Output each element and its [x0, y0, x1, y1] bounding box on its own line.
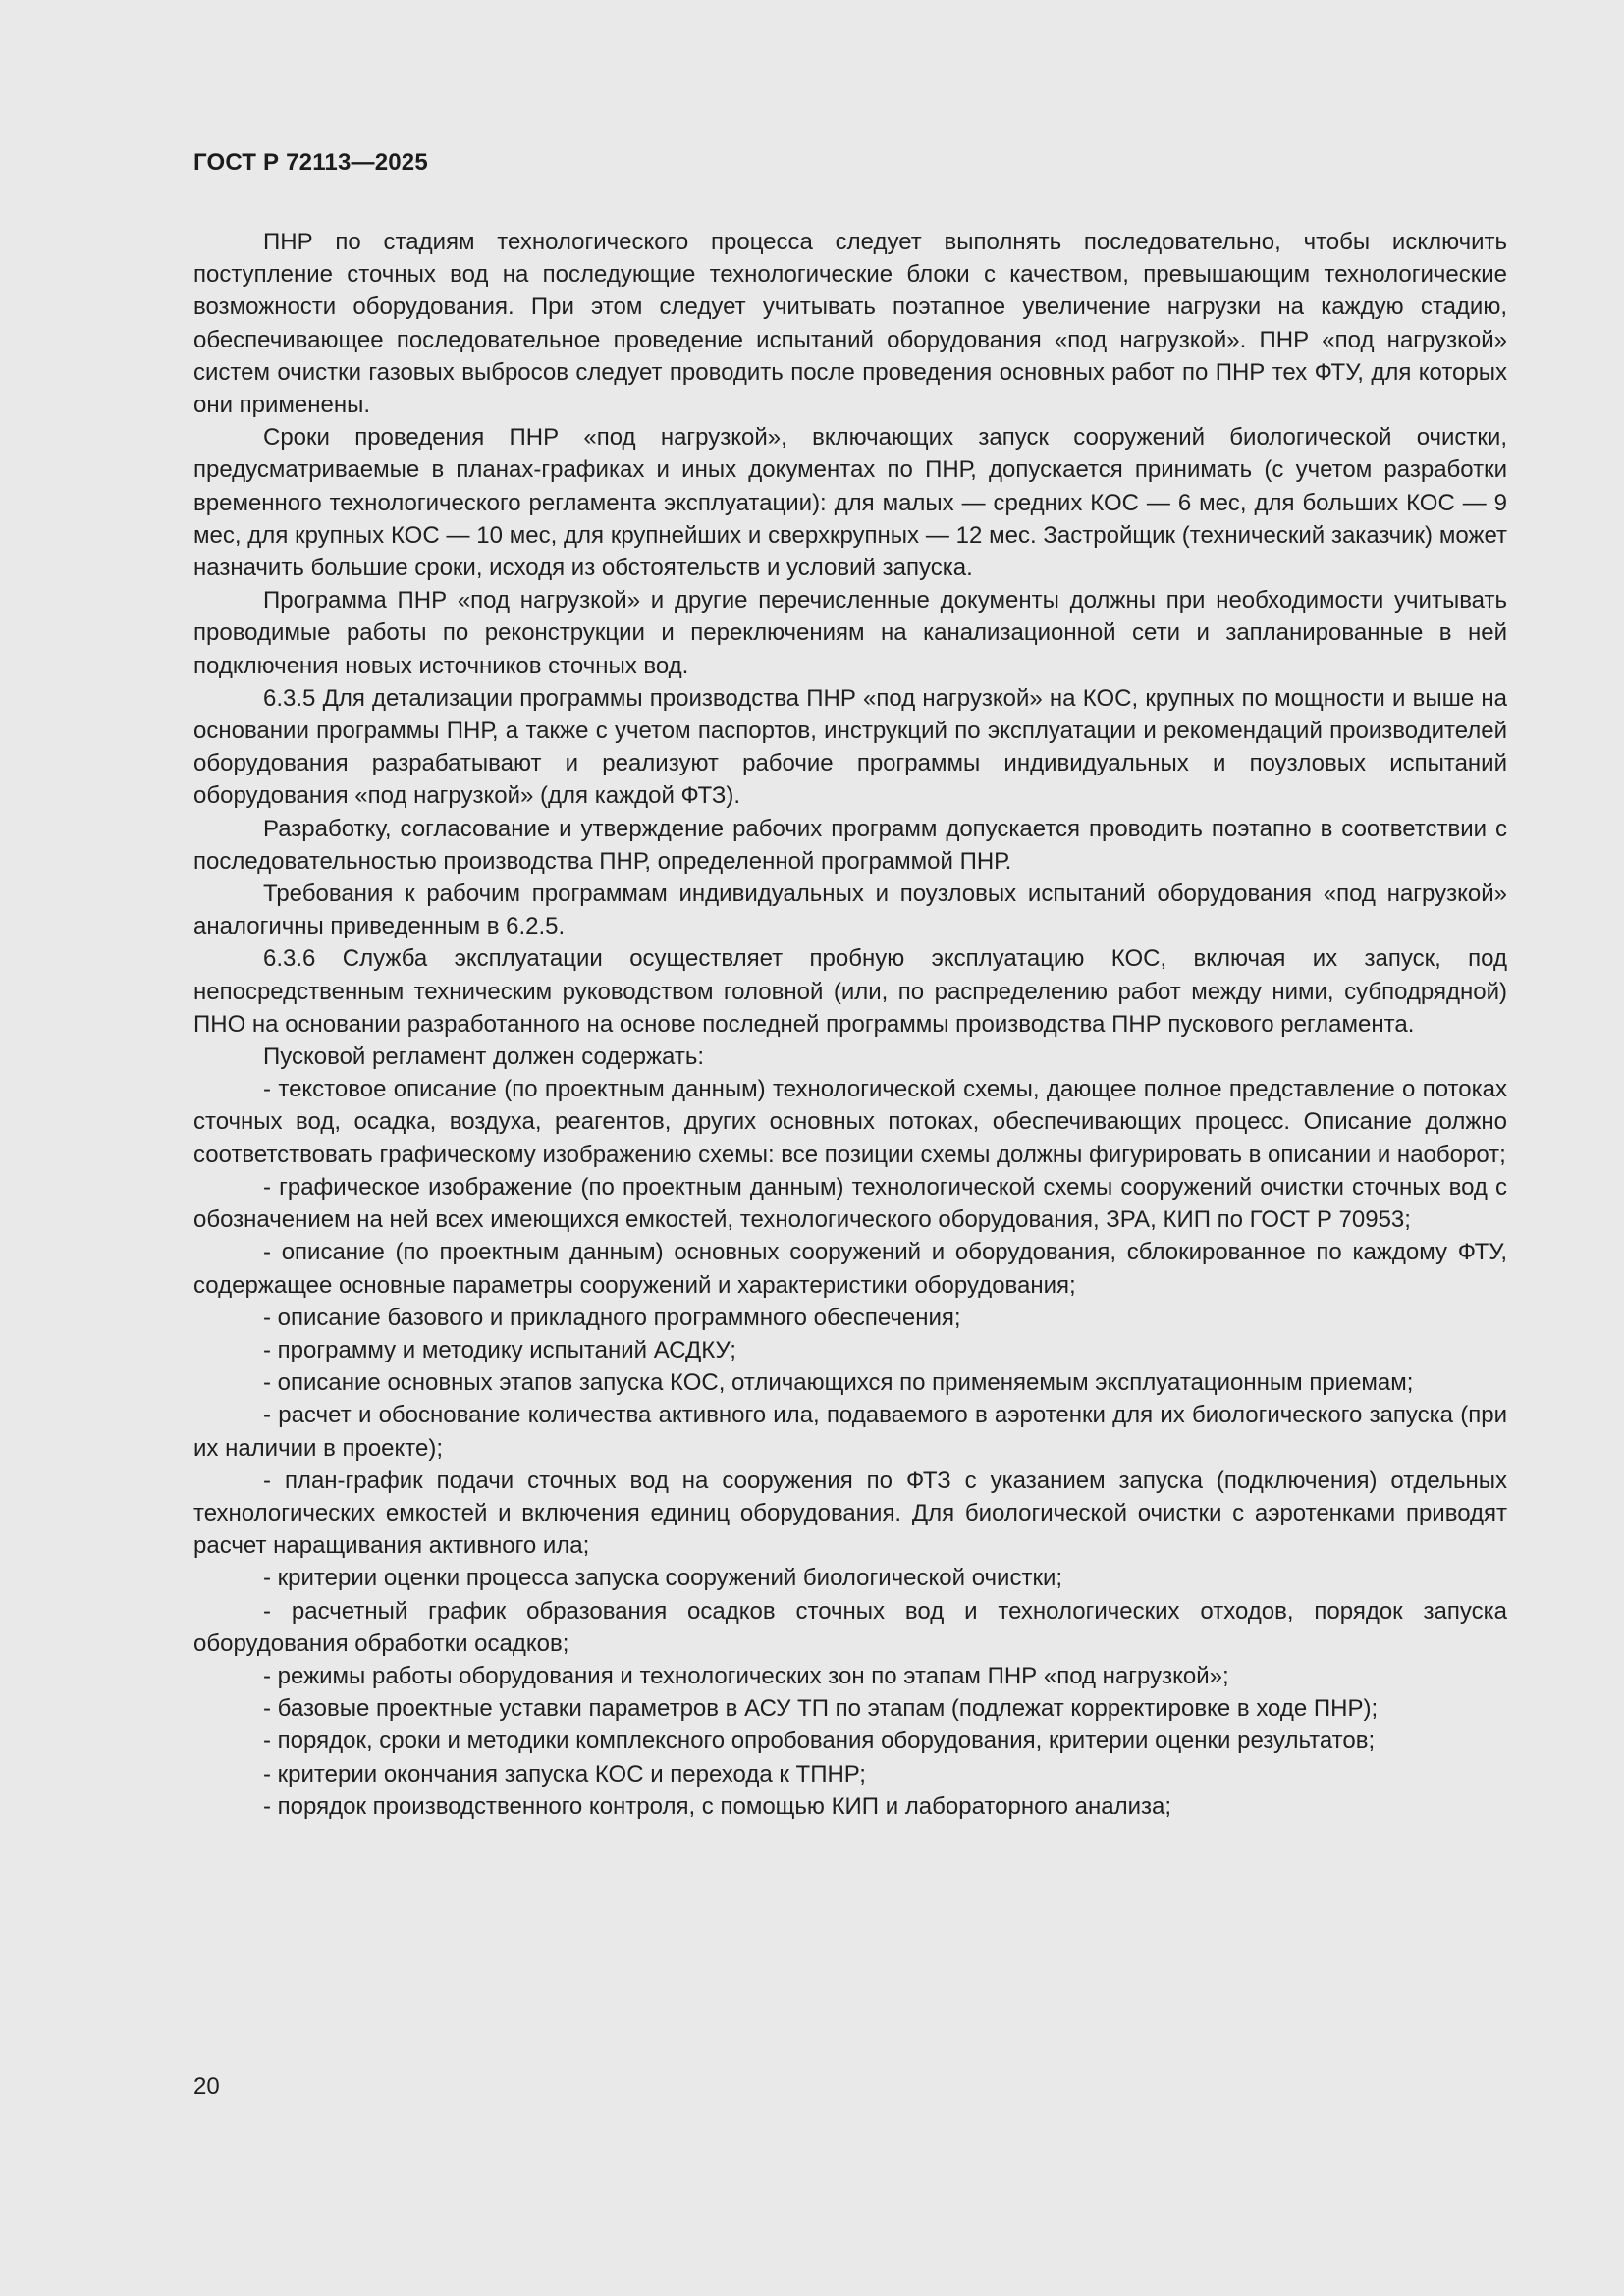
paragraph: 6.3.6 Служба эксплуатации осуществляет пробную эксплуатацию КОС, включая их запуск, под непосредственным техническим руководством головной (или, по распределению работ между ними, субподрядной) ПНО на основании разработанного на основе последней программы производства ПНР пускового регламента.	[193, 945, 1507, 1038]
list-item: - описание (по проектным данным) основных сооружений и оборудования, сблокированное по каждому ФТУ, содержащее основные параметры сооружений и характеристики оборудования;	[193, 1236, 1507, 1301]
paragraph: Сроки проведения ПНР «под нагрузкой», включающих запуск сооружений биологической очистки, предусматриваемые в планах-графиках и иных документах по ПНР, допускается принимать (с учетом разработки временного технологического регламента эксплуатации): для малых — средних КОС — 6 мес, для больших КОС — 9 мес, для крупных КОС — 10 мес, для крупнейших и сверхкрупных — 12 мес. Застройщик (технический заказчик) может назначить большие сроки, исходя из обстоятельств и условий запуска.	[193, 424, 1507, 582]
page-number: 20	[193, 2073, 220, 2100]
list-item: - программу и методику испытаний АСДКУ;	[193, 1334, 1507, 1366]
list-item: - критерии оценки процесса запуска сооружений биологической очистки;	[193, 1562, 1507, 1594]
paragraph: Разработку, согласование и утверждение рабочих программ допускается проводить поэтапно в соответствии с последовательностью производства ПНР, определенной программой ПНР.	[193, 815, 1507, 875]
paragraph: Пусковой регламент должен содержать:	[263, 1043, 705, 1071]
list-item: - порядок, сроки и методики комплексного опробования оборудования, критерии оценки результатов;	[193, 1725, 1507, 1757]
list-item: - графическое изображение (по проектным данным) технологической схемы сооружений очистки сточных вод с обозначением на ней всех имеющихся емкостей, технологического оборудования, ЗРА, КИП по ГОСТ Р 70953;	[193, 1171, 1507, 1236]
paragraph: Программа ПНР «под нагрузкой» и другие перечисленные документы должны при необходимости учитывать проводимые работы по реконструкции и переключениям на канализационной сети и запланированные в ней подключения новых источников сточных вод.	[193, 587, 1507, 679]
document-header: ГОСТ Р 72113—2025	[193, 149, 428, 176]
paragraph: 6.3.5 Для детализации программы производства ПНР «под нагрузкой» на КОС, крупных по мощности и выше на основании программы ПНР, а также с учетом паспортов, инструкций по эксплуатации и рекомендаций производителей оборудования разрабатывают и реализуют рабочие программы индивидуальных и поузловых испытаний оборудования «под нагрузкой» (для каждой ФТЗ).	[193, 684, 1507, 810]
list-item: - расчет и обоснование количества активного ила, подаваемого в аэротенки для их биологического запуска (при их наличии в проекте);	[193, 1399, 1507, 1464]
list-item: - расчетный график образования осадков сточных вод и технологических отходов, порядок запуска оборудования обработки осадков;	[193, 1595, 1507, 1660]
list-item: - план-график подачи сточных вод на сооружения по ФТЗ с указанием запуска (подключения) отдельных технологических емкостей и включения единиц оборудования. Для биологической очистки с аэротенками приводят расчет наращивания активного ила;	[193, 1465, 1507, 1563]
list-item: - порядок производственного контроля, с помощью КИП и лабораторного анализа;	[193, 1790, 1507, 1823]
list-item: - режимы работы оборудования и технологических зон по этапам ПНР «под нагрузкой»;	[193, 1660, 1507, 1692]
list-item: - критерии окончания запуска КОС и перехода к ТПНР;	[193, 1758, 1507, 1790]
list-item: - базовые проектные уставки параметров в АСУ ТП по этапам (подлежат корректировке в ходе ПНР);	[193, 1692, 1507, 1725]
document-body	[193, 226, 1507, 1823]
list-item: - текстовое описание (по проектным данным) технологической схемы, дающее полное представление о потоках сточных вод, осадка, воздуха, реагентов, других основных потоках, обеспечивающих процесс. Описание должно соответствовать графическому изображению схемы: все позиции схемы должны фигурировать в описании и наоборот;	[193, 1073, 1507, 1171]
list-item: - описание базового и прикладного программного обеспечения;	[193, 1302, 1507, 1334]
paragraph: Требования к рабочим программам индивидуальных и поузловых испытаний оборудования «под нагрузкой» аналогичны приведенным в 6.2.5.	[193, 881, 1507, 940]
list-item: - описание основных этапов запуска КОС, отличающихся по применяемым эксплуатационным приемам;	[193, 1366, 1507, 1399]
paragraph: ПНР по стадиям технологического процесса следует выполнять последовательно, чтобы исключить поступление сточных вод на последующие технологические блоки с качеством, превышающим технологические возможности оборудования. При этом следует учитывать поэтапное увеличение нагрузки на каждую стадию, обеспечивающее последовательное проведение испытаний оборудования «под нагрузкой». ПНР «под нагрузкой» систем очистки газовых выбросов следует проводить после проведения основных работ по ПНР тех ФТУ, для которых они применены.	[193, 229, 1507, 419]
